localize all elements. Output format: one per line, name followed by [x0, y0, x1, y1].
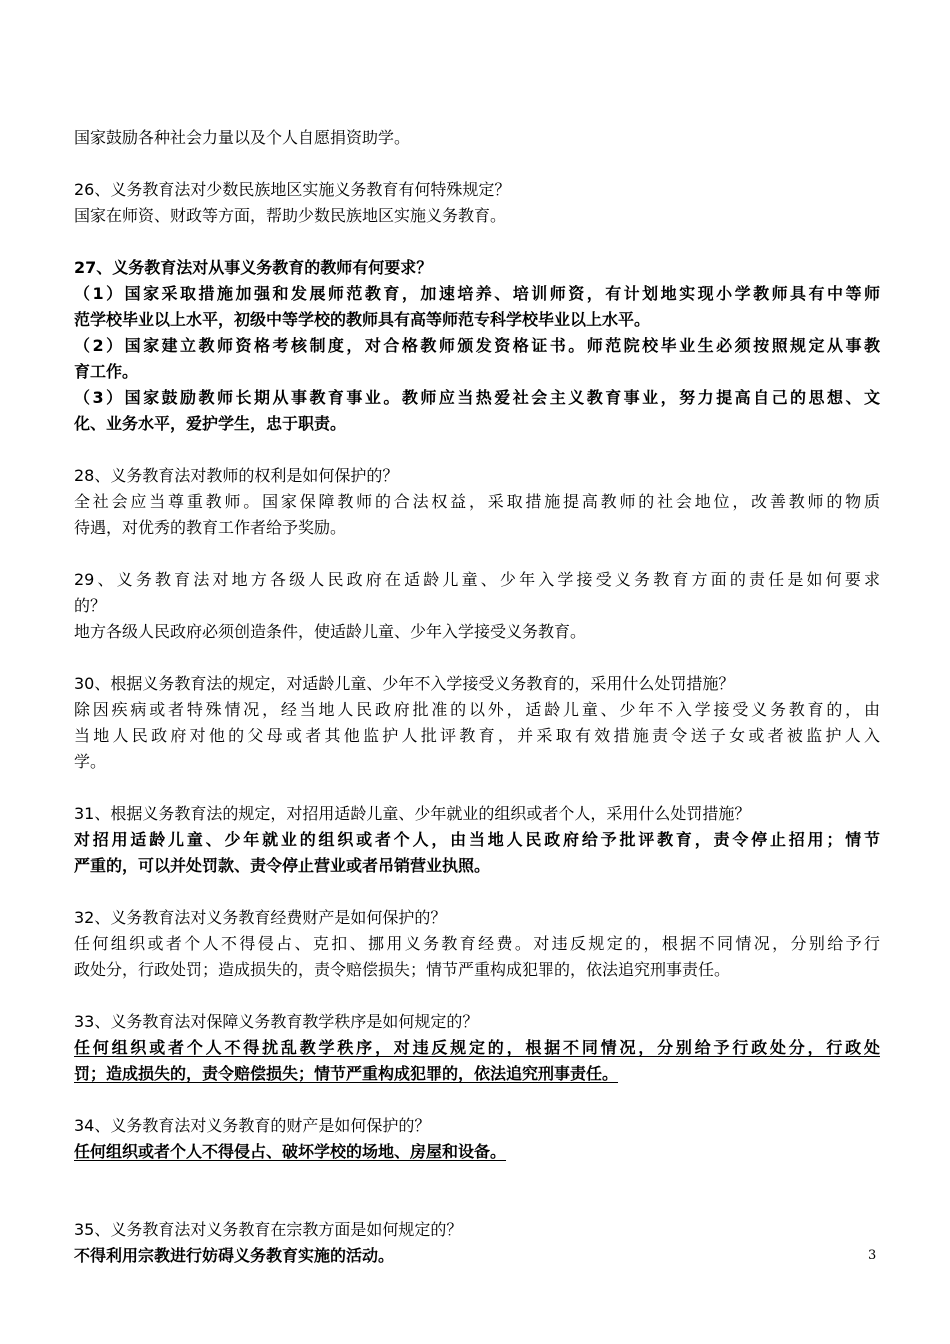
- question-32: 32、义务教育法对义务教育经费财产是如何保护的？: [74, 908, 447, 927]
- question-33: 33、义务教育法对保障义务教育教学秩序是如何规定的？: [74, 1012, 479, 1031]
- answer-27-point-1-line-1: （1）国家采取措施加强和发展师范教育，加速培养、培训师资，有计划地实现小学教师具有中等师: [74, 284, 880, 303]
- intro-text: 国家鼓励各种社会力量以及个人自愿捐资助学。: [74, 128, 411, 147]
- answer-30-line-2: 当地人民政府对他的父母或者其他监护人批评教育，并采取有效措施责令送子女或者被监护人入: [74, 726, 880, 745]
- answer-27-point-2-line-2: 育工作。: [74, 362, 139, 381]
- document-body: [74, 125, 880, 1269]
- answer-34: 任何组织或者个人不得侵占、破坏学校的场地、房屋和设备。: [74, 1142, 507, 1161]
- answer-33-line-1: 任何组织或者个人不得扰乱教学秩序，对违反规定的，根据不同情况，分别给予行政处分，行政处: [74, 1038, 880, 1057]
- question-26: 26、义务教育法对少数民族地区实施义务教育有何特殊规定？: [74, 180, 511, 199]
- question-28: 28、义务教育法对教师的权利是如何保护的？: [74, 466, 399, 485]
- answer-30-line-3: 学。: [74, 752, 107, 771]
- question-34: 34、义务教育法对义务教育的财产是如何保护的？: [74, 1116, 431, 1135]
- answer-28-line-2: 待遇，对优秀的教育工作者给予奖励。: [74, 518, 347, 537]
- answer-26: 国家在师资、财政等方面，帮助少数民族地区实施义务教育。: [74, 206, 507, 225]
- question-30: 30、根据义务教育法的规定，对适龄儿童、少年不入学接受义务教育的，采用什么处罚措施？: [74, 674, 735, 693]
- answer-31-line-2: 严重的，可以并处罚款、责令停止营业或者吊销营业执照。: [74, 856, 491, 875]
- question-27: 27、义务教育法对从事义务教育的教师有何要求？: [74, 258, 433, 277]
- answer-32-line-1: 任何组织或者个人不得侵占、克扣、挪用义务教育经费。对违反规定的，根据不同情况，分别给予行: [74, 934, 880, 953]
- page-number: 3: [868, 1248, 877, 1263]
- question-29-line-1: 29、义务教育法对地方各级人民政府在适龄儿童、少年入学接受义务教育方面的责任是如何要求: [74, 570, 880, 589]
- question-31: 31、根据义务教育法的规定，对招用适龄儿童、少年就业的组织或者个人，采用什么处罚措施？: [74, 804, 751, 823]
- answer-27-point-3-line-1: （3）国家鼓励教师长期从事教育事业。教师应当热爱社会主义教育事业，努力提高自己的思想、文: [74, 388, 880, 407]
- answer-29: 地方各级人民政府必须创造条件，使适龄儿童、少年入学接受义务教育。: [74, 622, 587, 641]
- answer-27-point-2-line-1: （2）国家建立教师资格考核制度，对合格教师颁发资格证书。师范院校毕业生必须按照规定从事教: [74, 336, 880, 355]
- answer-31-line-1: 对招用适龄儿童、少年就业的组织或者个人，由当地人民政府给予批评教育，责令停止招用；情节: [74, 830, 880, 849]
- answer-35: 不得利用宗教进行妨碍义务教育实施的活动。: [74, 1246, 395, 1265]
- answer-32-line-2: 政处分，行政处罚；造成损失的，责令赔偿损失；情节严重构成犯罪的，依法追究刑事责任。: [74, 960, 731, 979]
- answer-27-point-1-line-2: 范学校毕业以上水平，初级中等学校的教师具有高等师范专科学校毕业以上水平。: [74, 310, 651, 329]
- answer-30-line-1: 除因疾病或者特殊情况，经当地人民政府批准的以外，适龄儿童、少年不入学接受义务教育的，由: [74, 700, 880, 719]
- answer-28-line-1: 全社会应当尊重教师。国家保障教师的合法权益，采取措施提高教师的社会地位，改善教师的物质: [74, 492, 880, 511]
- answer-33-line-2: 罚；造成损失的，责令赔偿损失；情节严重构成犯罪的，依法追究刑事责任。: [74, 1064, 619, 1083]
- question-35: 35、义务教育法对义务教育在宗教方面是如何规定的？: [74, 1220, 463, 1239]
- answer-27-point-3-line-2: 化、业务水平，爱护学生，忠于职责。: [74, 414, 347, 433]
- question-29-line-2: 的？: [74, 596, 107, 615]
